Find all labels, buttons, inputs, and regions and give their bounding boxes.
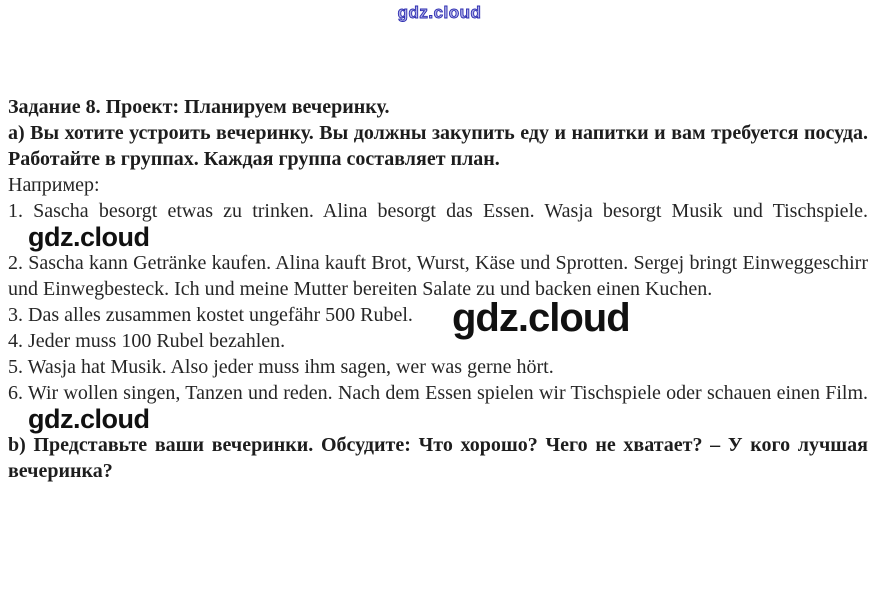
list-item-5: 5. Wasja hat Musik. Also jeder muss ihm sagen, wer was gerne hört.: [8, 356, 554, 378]
list-item-3: 3. Das alles zusammen kostet ungefähr 500 Rubel.: [8, 304, 413, 326]
list-item-6-text: 6. Wir wollen singen, Tanzen und reden. Nach dem Essen spielen wir Tischspiele oder schauen einen Film.: [8, 382, 868, 404]
list-item-1: [8, 198, 868, 250]
list-item-1-text: 1. Sascha besorgt etwas zu trinken. Alina besorgt das Essen. Wasja besorgt Musik und Tischspiele.: [8, 200, 868, 222]
watermark-gdz-center: gdz.cloud: [452, 296, 630, 340]
task-part-a: а) Вы хотите устроить вечеринку. Вы должны закупить еду и напитки и вам требуется посуда. Работайте в группах. Каждая группа составляет план.: [8, 122, 868, 170]
task-heading: Задание 8. Проект: Планируем вечеринку.: [8, 96, 390, 118]
list-item-2: 2. Sascha kann Getränke kaufen. Alina kauft Brot, Wurst, Käse und Sprotten. Sergej bringt Einweggeschirr und Einwegbesteck. Ich und meine Mutter bereiten Salate zu und backen einen Kuchen.: [8, 252, 868, 300]
task-text-block: [8, 94, 868, 484]
watermark-gdz-top: gdz.cloud: [397, 3, 482, 22]
watermark-gdz-inline-2: gdz.cloud: [28, 404, 150, 434]
list-item-4: 4. Jeder muss 100 Rubel bezahlen.: [8, 330, 286, 352]
example-label: Например:: [8, 174, 100, 196]
watermark-gdz-inline-1: gdz.cloud: [28, 222, 150, 252]
list-item-6: [8, 380, 868, 432]
task-part-b: b) Представьте ваши вечеринки. Обсудите: Что хорошо? Чего не хватает? – У кого лучшая вечеринка?: [8, 434, 868, 482]
